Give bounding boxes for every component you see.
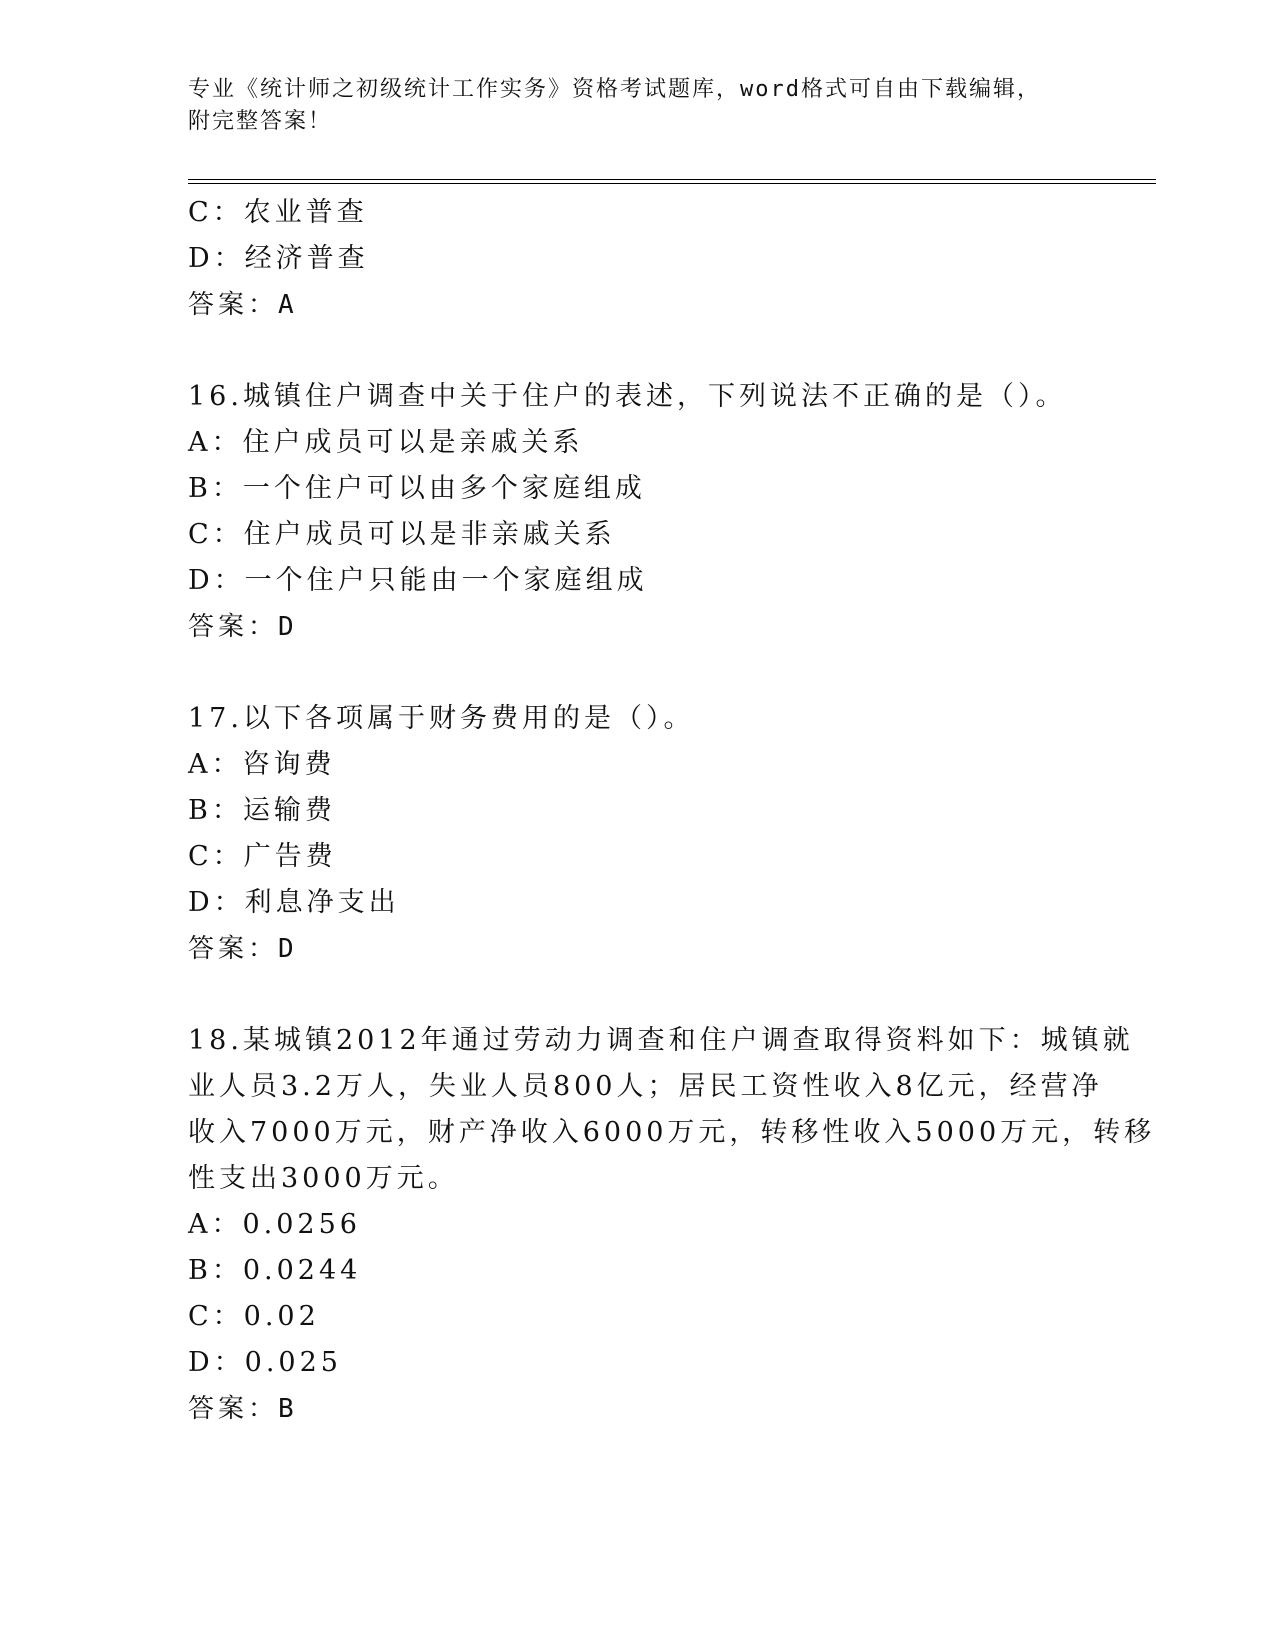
question-block-17 bbox=[188, 696, 1088, 972]
option-d: D：经济普查 bbox=[188, 243, 369, 274]
header-line-1: 专业《统计师之初级统计工作实务》资格考试题库，word格式可自由下载编辑， bbox=[188, 77, 1041, 102]
option-d: D：0.025 bbox=[188, 1347, 342, 1378]
question-stem: 17.以下各项属于财务费用的是（）。 bbox=[188, 703, 695, 734]
question-list bbox=[188, 190, 1156, 1432]
answer: 答案：A bbox=[188, 290, 298, 320]
option-c: C：农业普查 bbox=[188, 197, 368, 228]
question-stem-line-2: 业人员3.2万人，失业人员800人；居民工资性收入8亿元，经营净 bbox=[188, 1071, 1103, 1102]
spacer bbox=[188, 328, 1088, 374]
spacer bbox=[188, 650, 1088, 696]
option-c: C：广告费 bbox=[188, 841, 337, 872]
option-d: D：一个住户只能由一个家庭组成 bbox=[188, 565, 648, 596]
header-line-2: 附完整答案！ bbox=[188, 109, 333, 134]
question-block-16 bbox=[188, 374, 1088, 650]
option-d: D：利息净支出 bbox=[188, 887, 400, 918]
header-divider-bottom bbox=[188, 183, 1156, 184]
question-block-18 bbox=[188, 1018, 1156, 1432]
option-b: B：运输费 bbox=[188, 795, 336, 826]
option-a: A：住户成员可以是亲戚关系 bbox=[188, 427, 584, 458]
question-stem-line-4: 性支出3000万元。 bbox=[188, 1163, 459, 1194]
answer: 答案：D bbox=[188, 612, 298, 642]
option-a: A：0.0256 bbox=[188, 1209, 361, 1240]
document-header bbox=[188, 74, 1088, 138]
option-b: B：0.0244 bbox=[188, 1255, 362, 1286]
question-stem-line-3: 收入7000万元，财产净收入6000万元，转移性收入5000万元，转移 bbox=[188, 1117, 1156, 1148]
question-block-prev bbox=[188, 190, 1088, 328]
spacer bbox=[188, 972, 1088, 1018]
answer: 答案：D bbox=[188, 934, 298, 964]
option-a: A：咨询费 bbox=[188, 749, 336, 780]
question-stem: 16.城镇住户调查中关于住户的表述，下列说法不正确的是（）。 bbox=[188, 381, 1067, 412]
header-divider-top bbox=[188, 179, 1156, 180]
answer: 答案：B bbox=[188, 1394, 298, 1424]
option-b: B：一个住户可以由多个家庭组成 bbox=[188, 473, 646, 504]
option-c: C：住户成员可以是非亲戚关系 bbox=[188, 519, 616, 550]
option-c: C：0.02 bbox=[188, 1301, 320, 1332]
question-stem-line-1: 18.某城镇2012年通过劳动力调查和住户调查取得资料如下：城镇就 bbox=[188, 1025, 1134, 1056]
